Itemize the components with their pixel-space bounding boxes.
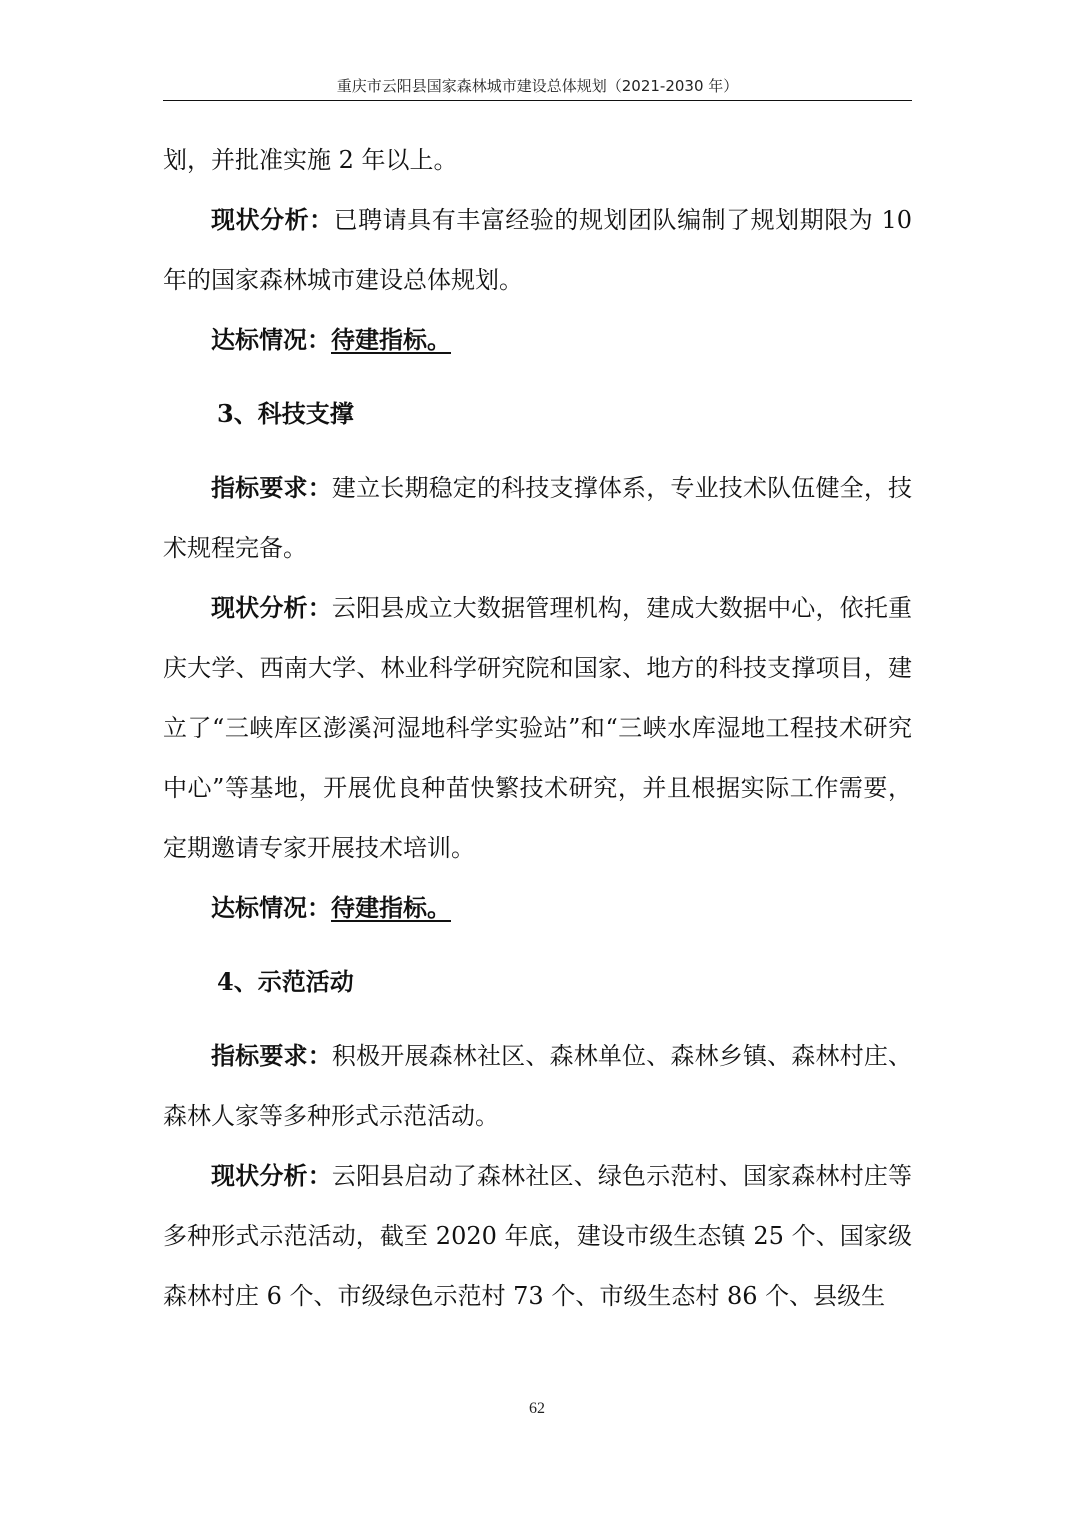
paragraph-label: 现状分析：: [211, 205, 334, 234]
paragraph-requirement: [163, 1026, 912, 1146]
paragraph-text: 云阳县成立大数据管理机构，建成大数据中心，依托重庆大学、西南大学、林业科学研究院和国家、地方的科技支撑项目，建立了“三峡库区澎溪河湿地科学实验站”和“三峡水库湿地工程技术研究中心”等基地，开展优良种苗快繁技术研究，并且根据实际工作需要，定期邀请专家开展技术培训。: [163, 594, 913, 862]
status-label: 达标情况：: [211, 893, 331, 922]
paragraph-continuation: 划，并批准实施 2 年以上。: [163, 146, 458, 174]
status-value: 待建指标。: [331, 893, 451, 922]
compliance-status: [163, 310, 912, 370]
running-header: 重庆市云阳县国家森林城市建设总体规划（2021-2030 年）: [336, 77, 739, 95]
paragraph-text: 已聘请具有丰富经验的规划团队编制了规划期限为 10 年的国家森林城市建设总体规划。: [163, 206, 913, 294]
paragraph-label: 现状分析：: [211, 1161, 332, 1190]
section-heading-demonstration: 4、示范活动: [217, 967, 354, 996]
paragraph-status-analysis: [163, 1146, 912, 1326]
paragraph-requirement: [163, 458, 912, 578]
compliance-status: [163, 878, 912, 938]
paragraph-label: 指标要求：: [211, 473, 332, 502]
paragraph-text: 建立长期稳定的科技支撑体系，专业技术队伍健全，技术规程完备。: [163, 474, 913, 562]
paragraph-status-analysis: [163, 578, 912, 878]
paragraph-text: 积极开展森林社区、森林单位、森林乡镇、森林村庄、森林人家等多种形式示范活动。: [163, 1042, 913, 1130]
page-number: 62: [529, 1400, 545, 1417]
paragraph-label: 指标要求：: [211, 1041, 332, 1070]
status-value: 待建指标。: [331, 325, 451, 354]
paragraph-text: 云阳县启动了森林社区、绿色示范村、国家森林村庄等多种形式示范活动，截至 2020 年底，建设市级生态镇 25 个、国家级森林村庄 6 个、市级绿色示范村 73 个、市级生态村 86 个、县级生: [163, 1162, 913, 1310]
header-rule: [163, 100, 912, 101]
paragraph-label: 现状分析：: [211, 593, 332, 622]
section-heading-tech-support: 3、科技支撑: [217, 399, 354, 428]
paragraph-status-analysis: [163, 190, 912, 310]
status-label: 达标情况：: [211, 325, 331, 354]
page-body: [163, 130, 912, 1326]
